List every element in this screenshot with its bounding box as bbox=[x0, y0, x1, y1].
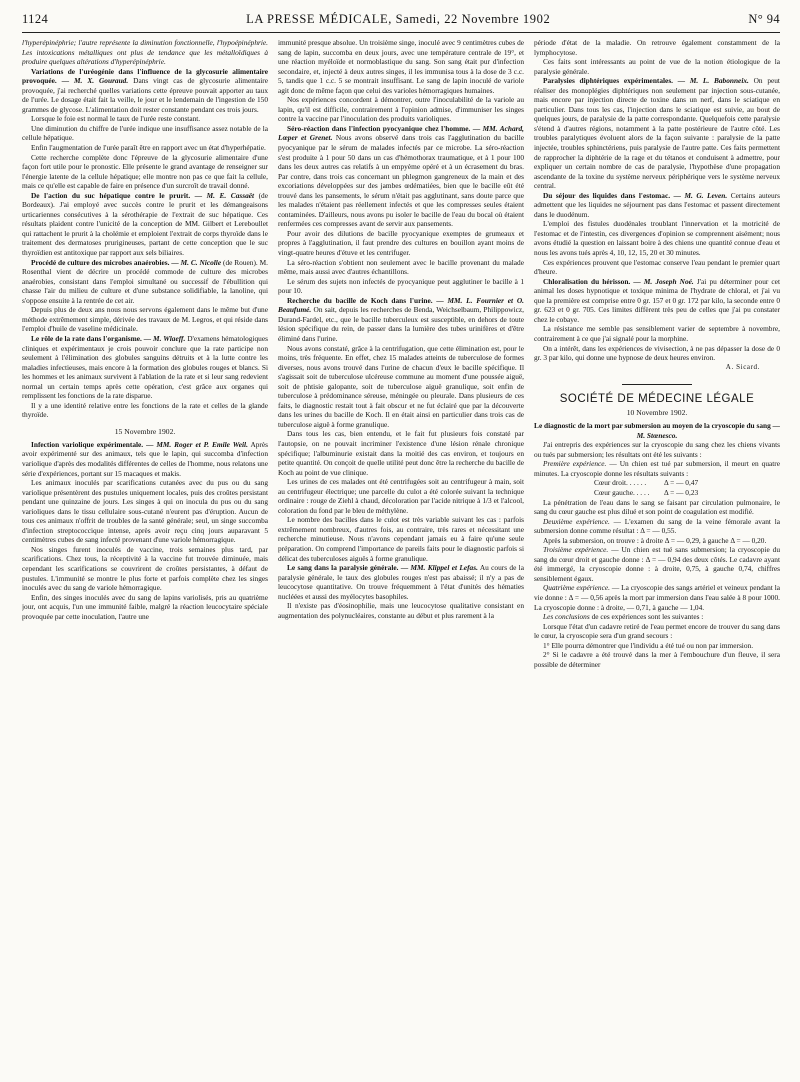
section-date: 10 Novembre 1902. bbox=[626, 408, 688, 418]
paragraph: Enfin, des singes inoculés avec du sang de lapins variolisés, pris au quatrième jour, ont acquis, l'un une immunité faible, malgré la réaction leucocytaire spéciale provoquée par cette inoculation, l'autre une bbox=[22, 592, 268, 621]
article-title: Le diagnostic de la mort par submersion au moyen de la cryoscopie du sang bbox=[534, 421, 771, 431]
page-header bbox=[22, 12, 780, 33]
article-author: — M. X. Gouraud. bbox=[61, 76, 129, 86]
paragraph-text: Nous avons observé dans trois cas l'agglutination du bacille pyocyanique par le sérum de malades infectés par ce microbe. La séro-réaction s'est produite à 1 pour 50 dans un cas d'hémothorax traumatique, et à 1 pour 100 dans les deux autres cas relatifs à un empyème opéré et à un écrasement du bras. Par contre, dans trois cas concernant un phlegmon gangreneux de la main et des excoriations développées sur des jambes œdématiées, bien que le bacille eût été trouvé dans les pansements, le sérum n'était pas agglutinant, sans doute parce que les malades n'étaient pas réellement infectés et que les compresses seules étaient contaminées. D'ailleurs, nous avons pu isoler le bacille de l'eau du bocal où étaient renfermées ces compresses avant de servir aux pansements. bbox=[278, 133, 524, 229]
result-row bbox=[594, 488, 780, 498]
article-title: Infection variolique expérimentale. bbox=[31, 439, 144, 449]
article-title: Du séjour des liquides dans l'estomac. bbox=[543, 190, 671, 200]
article-author: — MM. Klippel et Lefas. bbox=[400, 563, 478, 573]
paragraph-text: — Un chien est tué sans submersion; la cryoscopie du sang du cœur droit et gauche donne : Δ = — 0,94 des deux côtés. Le cadavre ayant été immergé, la cryoscopie donne : à droite, 0,75, à gauche 0,74, chiffres sensiblement égaux. bbox=[534, 545, 780, 583]
paragraph: Après la submersion, on trouve : à droite Δ = — 0,29, à gauche Δ = — 0,20. bbox=[543, 535, 767, 545]
paragraph: Ces expériences prouvent que l'estomac conserve l'eau pendant le premier quart d'heure. bbox=[534, 257, 780, 277]
paragraph-text: On peut réaliser des monoplégies diphtériques non seulement par injection sous-cutanée, mais encore par injection directe de toxine dans un nerf, dans le sciatique en particulier. Dans tous les cas, l'injection dans le sciatique est suivie, au bout de quelques jours, de paralysie de la patte correspondante. Quelquefois cette paralysie s'étend à d'autres régions, notamment à la patte postérieure de l'autre côté. Les troubles paralytiques évoluent alors de la façon suivante : paralysie de la patte injectée, troubles sphinctériens, puis paralysie de l'autre patte. Ces faits permettent de rapprocher la diphtérie de la rage et du tétanos et conduisent à admettre, pour expliquer un certain nombre de cas de paralysie, l'hypothèse d'une propagation ascendante de la toxine du système nerveux périphérique vers le système nerveux central. bbox=[534, 76, 780, 191]
experience-label: Troisième expérience. bbox=[543, 545, 609, 555]
paragraph: l'hyperépinéphrie; l'autre représente la diminution fonctionnelle, l'hypoépinéphrie. Les intoxications métalliques ont plus de tendance que les métalloïdiques à produire quelques altérations d'hyperépinéphrie. bbox=[22, 38, 268, 67]
paragraph-text: — Un chien est tué par submersion, il meurt en quatre minutes. La cryoscopie donne les résultats suivants : bbox=[534, 459, 780, 478]
article-rate bbox=[22, 334, 268, 401]
article-prurit bbox=[22, 191, 268, 258]
paragraph-text: — L'examen du sang de la veine fémorale avant la submersion donne comme résultat : Δ = — 0,55. bbox=[534, 516, 780, 536]
article-title: Variations de l'uréogénie dans l'influence de la glycosurie alimentaire provoquée. bbox=[22, 66, 268, 86]
article-diphterie bbox=[534, 76, 780, 191]
article-estomac bbox=[534, 191, 780, 220]
paragraph-text: Après avoir expérimenté sur des animaux, tels que le lapin, qui succomba d'infection variolique d'après des modalités différentes de celles de l'homme, nous relatons une série d'expériences, portant sur 15 macaques et makis. bbox=[22, 439, 268, 478]
article-title: Procédé de culture des microbes anaérobies. bbox=[31, 257, 170, 267]
paragraph: Les urines de ces malades ont été centrifugées soit au centrifugeur à main, soit au centrifugeur électrique; une parcelle du culot a été colorée suivant la technique ordinaire : rouge de Ziehl à chaud, décoloration par l'acide nitrique à 1/3 et l'alcool, coloration du fond par le bleu de méthylène. bbox=[278, 477, 524, 515]
article-author: — MM. Achard, Lœper et Grenet. bbox=[278, 123, 524, 143]
section-divider bbox=[622, 384, 692, 385]
paragraph: La pénétration de l'eau dans le sang se faisant par circulation pulmonaire, le sang du cœur gauche est plus dilué et son point de coagulation est modifié. bbox=[534, 497, 780, 517]
paragraph: Cette recherche complète donc l'épreuve de la glycosurie alimentaire d'une façon fort utile pour le pronostic. Elle présente le grand avantage de renseigner sur l'énergie latente de la cellule hépatique; elle montre non pas ce que fait la cellule, mais ce qu'elle est capable de faire en présence d'un surcroît de travail donné. bbox=[22, 152, 268, 191]
paragraph: Le nombre des bacilles dans le culot est très variable suivant les cas : parfois extrêmement nombreux, d'autres fois, au contraire, très rares et nécessitant une recherche minutieuse. Nous n'avons cependant jamais eu à faire qu'une seule préparation. On comprend l'importance de pareils faits pour le diagnostic parfois si délicat des tuberculoses aiguës à forme granulique. bbox=[278, 515, 524, 563]
paragraph-text: Certains auteurs admettent que les liquides ne séjournent pas dans l'estomac et passent directement dans le duodénum. bbox=[534, 190, 780, 219]
article-title: Recherche du bacille de Koch dans l'urine. bbox=[287, 295, 433, 305]
paragraph: La résistance me semble pas sensiblement varier de septembre à novembre, contrairement à ce que j'ai signalé pour la morphine. bbox=[534, 324, 780, 343]
article-author: — M. Joseph Noé. bbox=[633, 276, 694, 286]
paragraph: Nous avons constaté, grâce à la centrifugation, que cette élimination est, pour le moins, très fréquente. En effet, chez 15 malades atteints de tuberculose de formes diverses, nous avons trouvé dans l'urine de chacun d'eux le bacille spécifique. Il s'agissait soit de tuberculose ulcéreuse commune au moment d'une poussée aiguë, soit de phtisie galopante, soit de tuberculose aiguë granulique, soit enfin de tuberculose à prédominance séreuse, méningée ou pleurale. Dans plusieurs de ces faits, le diagnostic restait tout à fait obscur et ne fut éclairé que par la découverte dans les urines du bacille de Koch. Il en était ainsi en particulier dans trois cas de tuberculose aiguë à forme granulique. bbox=[278, 343, 524, 429]
result-value: Δ = — 0,23 bbox=[664, 487, 699, 497]
journal-title: LA PRESSE MÉDICALE, Samedi, 22 Novembre 1902 bbox=[246, 12, 551, 26]
result-row bbox=[594, 478, 780, 488]
page-number: 1124 bbox=[22, 12, 49, 26]
article-author: — MM. L. Fournier et O. Beaufumé. bbox=[278, 295, 524, 315]
paragraph: Nos singes furent inoculés de vaccine, trois semaines plus tard, par scarifications. Chez tous, la réceptivité à la vaccine fut trouvée diminuée, mais cependant les scarifications se couvrirent de croûtes persistantes, à défaut de pustules. L'immunité se montre le plus forte et parfois complète chez les singes inoculés avec du sang de variole hémorragique. bbox=[22, 544, 268, 593]
experience-4 bbox=[534, 583, 780, 612]
article-title: Paralysies diphtériques expérimentales. bbox=[543, 76, 674, 86]
paragraph: 2° Si le cadavre a été trouvé dans la mer à l'embouchure d'un fleuve, il sera possible de déterminer bbox=[534, 650, 780, 669]
article-herisson bbox=[534, 277, 780, 325]
article-variole bbox=[22, 440, 268, 478]
experience-label: Première expérience. bbox=[543, 459, 607, 469]
experience-1 bbox=[534, 459, 780, 478]
article-koch bbox=[278, 296, 524, 344]
paragraph: immunité presque absolue. Un troisième singe, inoculé avec 9 centimètres cubes de sang de lapin, succomba en deux jours, avec une température centrale de 19°, et une réaction myéloïde et normoblastique du sang. Son sang était pur d'infection secondaire, et, injecté à deux autres singes, il les immunisa tous à la dose de 3 c.c. 5, tandis que 1 c.c. 5 se montrait insuffisant. Le sang de lapin inoculé de variole agit donc de même façon que celui des varioles hémorragiques humaines. bbox=[278, 38, 524, 95]
experience-label: Quatrième expérience. bbox=[543, 583, 610, 593]
paragraph: Le sérum des sujets non infectés de pyocyanique peut agglutiner le bacille à 1 pour 10. bbox=[278, 276, 524, 296]
paragraph-text: J'ai employé avec succès contre le prurit et les démangeaisons urticariennes consécutives à la sérothérapie de l'extrait de suc hépatique. Ces résultats plaident contre l'unicité de la conception de MM. Gilbert et Lereboullet qui rattachent le prurit à la cholémie et emploient l'extrait de corps thyroïde dans le traitement des dermatoses prurigineuses, partant de cette conception que le suc thyroïdien est antitoxique par rapport aux sels biliaires. bbox=[22, 200, 268, 258]
paragraph-text: On sait, depuis les recherches de Benda, Weichselbaum, Philippowicz, Durand-Fardel, etc., que le bacille tuberculeux est susceptible, en dehors de toute lésion spécifique du rein, de passer dans la lumière des tubes urinifères et d'être éliminé dans l'urine. bbox=[278, 305, 524, 343]
experience-2 bbox=[534, 517, 780, 536]
paragraph: période d'état de la maladie. On retrouve également constamment de la lymphocytose. bbox=[534, 38, 780, 57]
author-place: (de Bordeaux). bbox=[22, 190, 268, 210]
paragraph: Lorsque le foie est normal le taux de l'urée reste constant. bbox=[31, 114, 201, 124]
paragraph: 1° Elle pourra démontrer que l'individu a été tué ou non par immersion. bbox=[543, 640, 754, 650]
article-author: — M. G. Leven. bbox=[673, 190, 728, 200]
article-paralysie bbox=[278, 563, 524, 601]
result-value: Δ = — 0,47 bbox=[664, 478, 699, 488]
column-3 bbox=[534, 38, 780, 1078]
conclusions-label: Les conclusions bbox=[543, 612, 590, 622]
paragraph: Les animaux inoculés par scarifications cutanées avec du pus ou du sang variolique présentèrent des pustules uniquement locales, puis des croûtes persistant pendant une quinzaine de jours. Les singes à qui on inocula du pus ou du sang varioliques dans le tissu cellulaire sous-cutané n'eurent pas d'éruption. Aucun de tous ces animaux n'offrit de troubles de la santé générale; seul, un singe succomba d'infection streptococcique intense, après avoir reçu cinq jours auparavant 5 centimètres cubes de sang infecté provenant d'une variole hémorragique. bbox=[22, 478, 268, 545]
result-label: Cœur gauche. . . . . bbox=[594, 487, 650, 497]
column-2 bbox=[278, 38, 524, 1078]
paragraph: Nos expériences concordent à démontrer, outre l'inoculabilité de la variole au lapin, qu'il est difficile, contrairement à l'opinion admise, d'immuniser les singes contre la vaccine par l'inoculation des produits varioliques. bbox=[278, 95, 524, 124]
paragraph: J'ai entrepris des expériences sur la cryoscopie du sang chez les chiens vivants ou tués par submersion; les résultats ont été les suivants : bbox=[534, 440, 780, 459]
conclusions bbox=[534, 612, 780, 622]
signature: A. Sicard. bbox=[725, 362, 760, 371]
paragraph-text: de ces expériences sont les suivantes : bbox=[591, 612, 704, 622]
article-author: — M. Wlaeff. bbox=[143, 333, 186, 343]
article-author: — MM. Roger et P. Emile Weil. bbox=[146, 439, 248, 449]
article-author: — M. E. Cassaët bbox=[194, 190, 255, 200]
paragraph: Il y a une identité relative entre les fonctions de la rate et celles de la glande thyroïde. bbox=[22, 400, 268, 420]
paragraph: Enfin l'augmentation de l'urée paraît être en rapport avec un état d'hyperhépatie. bbox=[31, 143, 266, 153]
paragraph: L'emploi des fistules duodénales troublant l'innervation et la motricité de l'estomac et de l'intestin, ces divergences d'opinion se comprennent aisément; nous avons étudié la question en laissant boire à des chiens une quantité connue d'eau et nous les avons tués après 4, 10, 12, 15, 20 et 30 minutes. bbox=[534, 219, 780, 258]
paragraph: On a intérêt, dans les expériences de vivisection, à ne pas dépasser la dose de 0 gr. 3 par kilo, qui donne une hypnose de deux heures environ. bbox=[534, 343, 780, 363]
article-author: — M. Stœnesco. bbox=[636, 421, 780, 440]
issue-number: N° 94 bbox=[748, 12, 780, 26]
paragraph: Depuis plus de deux ans nous nous servons également dans le même but d'une méthode extrêmement simple, dérivée des travaux de M. Legros, et qui réside dans l'emploi d'huile de vaseline médicinale. bbox=[22, 305, 268, 334]
paragraph: Une diminution du chiffre de l'urée indique une insuffisance assez notable de la cellule hépatique. bbox=[22, 123, 268, 143]
article-author: — M. C. Nicolle bbox=[171, 257, 222, 267]
paragraph-text: Au cours de la paralysie générale, le taux des globules rouges n'est pas abaissé; il n'y a pas de leucocytose quantitative. On trouve fréquemment à l'état d'unités des hématies nucléées et aussi des myélocytes basophiles. bbox=[278, 563, 524, 601]
article-title: Séro-réaction dans l'infection pyocyanique chez l'homme. bbox=[287, 123, 471, 133]
article-culture bbox=[22, 258, 268, 306]
article-title: Le rôle de la rate dans l'organisme. bbox=[31, 333, 142, 343]
paragraph-text: J'ai pu déterminer pour cet animal les doses hypnotique et toxique minima de l'hydrate de chloral, et j'ai vu que la première est comprise entre 0 gr. 157 et 0 gr. 172 par kilo, la seconde entre 0 gr. 623 et 0 gr. 705. Ces limites diffèrent très peu de celles que j'ai pu constater chez le cobaye. bbox=[534, 276, 780, 324]
article-title: Le sang dans la paralysie générale. bbox=[287, 563, 399, 573]
column-1 bbox=[22, 38, 268, 1078]
article-title: De l'action du suc hépatique contre le prurit. bbox=[31, 190, 191, 200]
experience-3 bbox=[534, 545, 780, 583]
paragraph: Pour avoir des dilutions de bacille pyocyanique exemptes de grumeaux et propres à l'agglutination, il faut prendre des cultures en bouillon ayant moins de vingt-quatre heures d'étuve et les centrifuger. bbox=[278, 228, 524, 258]
paragraph-text: — La cryoscopie des sangs artériel et veineux pendant la vie donne : Δ = — 0,56 après la mort par immersion dans l'eau salée à 8 pour 1000. La cryoscopie donne : à droite, — 0,71, à gauche — 1,04. bbox=[534, 583, 780, 612]
session-date: 15 Novembre 1902. bbox=[114, 426, 176, 436]
article-submersion-title bbox=[534, 421, 780, 440]
article-sero bbox=[278, 124, 524, 229]
paragraph-text: D'examens hématologiques cliniques et expérimentaux je crois pouvoir conclure que la rate participe non seulement à l'élimination des globules sanguins détruits et à la lutte contre les maladies infectieuses, mais encore à la formation des globules rouges et blancs. Si les hommes et les animaux survivent à l'ablation de la rate et si leur sang redevient normal un certain temps après cette opération, c'est grâce aux organes qui remplissent les fonctions de la rate disparue. bbox=[22, 333, 268, 401]
experience-label: Deuxième expérience. bbox=[543, 516, 610, 526]
section-title: SOCIÉTÉ DE MÉDECINE LÉGALE bbox=[559, 393, 755, 406]
article-author: — M. L. Babonneix. bbox=[677, 76, 749, 86]
paragraph: Ces faits sont intéressants au point de vue de la notion étiologique de la paralysie générale. bbox=[534, 57, 780, 76]
paragraph: Dans tous les cas, bien entendu, et le fait fut plusieurs fois constaté par l'autopsie, on ne pouvait incriminer l'existence d'une lésion rénale chronique spécifique; l'albuminurie existait dans la moitié des cas environ, et toujours en petite quantité. On conçoit de quelle utilité peut donc être la recherche du bacille de Koch au point de vue clinique. bbox=[278, 429, 524, 477]
article-uree bbox=[22, 67, 268, 115]
paragraph-text: M. Rosenthal vient de décrire un procédé commode de culture des microbes anaérobies, consistant dans l'emploi simultané ou successif de l'ébullition qui chasse l'air du milieu de culture et d'une substance solidifiable, la lanoline, qui s'oppose ensuite à la rentrée de cet air. bbox=[22, 257, 268, 305]
paragraph: Lorsque l'état d'un cadavre retiré de l'eau permet encore de trouver du sang dans le cœur, la cryoscopie sera d'un grand secours : bbox=[534, 621, 780, 641]
result-label: Cœur droit. . . . . . bbox=[594, 478, 647, 488]
paragraph: La séro-réaction s'obtient non seulement avec le bacille provenant du malade même, mais aussi avec d'autres échantillons. bbox=[278, 257, 524, 277]
paragraph-text: Dans vingt cas de glycosurie alimentaire provoquée, j'ai recherché quelles variations cette épreuve pouvait apporter au taux de l'urée. Le dosage était fait la veille, le jour et le lendemain de l'ingestion de 150 grammes de glycose. L'alimentation doit rester constante pendant ces trois jours. bbox=[22, 76, 268, 114]
paragraph: Il n'existe pas d'éosinophilie, mais une leucocytose qualitative consistant en augmentation des polynucléaires, constante au début et plus rarement à la bbox=[278, 601, 524, 620]
author-place: (de Rouen). bbox=[223, 257, 258, 267]
article-columns bbox=[22, 38, 780, 1078]
article-title: Chloralisation du hérisson. bbox=[543, 276, 631, 286]
